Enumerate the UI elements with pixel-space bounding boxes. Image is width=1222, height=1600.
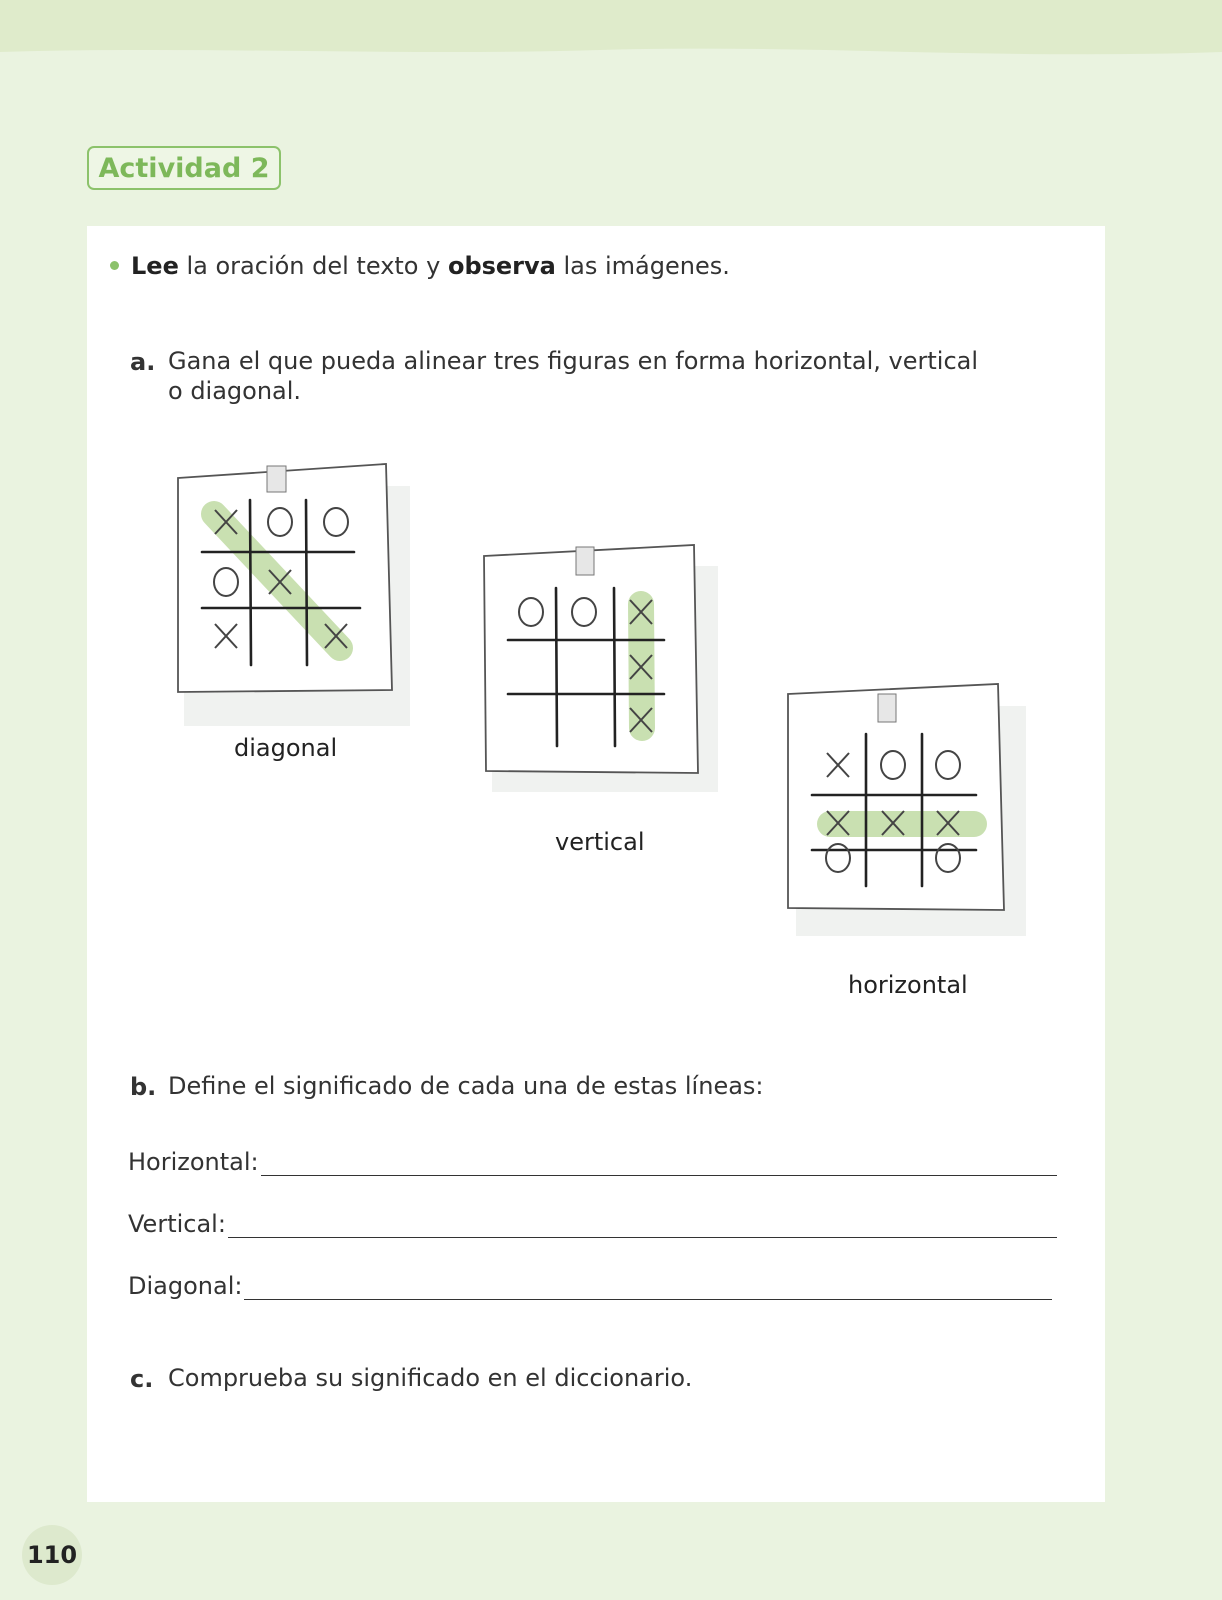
bullet-icon bbox=[110, 261, 119, 270]
page-number: 110 bbox=[22, 1525, 82, 1585]
item-a-text bbox=[168, 346, 978, 406]
instruction-verb-observe: observa bbox=[447, 252, 556, 280]
definition-vertical-line[interactable] bbox=[228, 1215, 1057, 1238]
item-a-line-2: o diagonal. bbox=[168, 377, 302, 405]
caption-diagonal: diagonal bbox=[234, 734, 338, 762]
instruction bbox=[110, 252, 730, 280]
definition-horizontal-line[interactable] bbox=[261, 1153, 1057, 1176]
definition-horizontal-label: Horizontal: bbox=[128, 1148, 259, 1176]
item-c-letter: c. bbox=[130, 1365, 154, 1393]
instruction-verb-read: Lee bbox=[131, 252, 179, 280]
top-decorative-band bbox=[0, 0, 1222, 60]
board-horizontal bbox=[788, 684, 1026, 936]
item-b-text: Define el significado de cada una de estas líneas: bbox=[168, 1072, 764, 1100]
board-vertical bbox=[484, 545, 718, 792]
instruction-text-1: la oración del texto y bbox=[178, 252, 448, 280]
board-diagonal bbox=[178, 464, 410, 726]
definition-diagonal-label: Diagonal: bbox=[128, 1272, 243, 1300]
definition-diagonal-line[interactable] bbox=[244, 1277, 1052, 1300]
activity-label: Actividad 2 bbox=[87, 146, 281, 190]
definition-diagonal bbox=[128, 1272, 1052, 1300]
caption-horizontal: horizontal bbox=[848, 971, 968, 999]
caption-vertical: vertical bbox=[555, 828, 645, 856]
item-b-letter: b. bbox=[130, 1073, 157, 1101]
item-c-text: Comprueba su significado en el diccionario. bbox=[168, 1364, 693, 1392]
tic-tac-toe-illustrations bbox=[170, 460, 1050, 980]
instruction-text-2: las imágenes. bbox=[555, 252, 730, 280]
definition-vertical bbox=[128, 1210, 1057, 1238]
item-a-letter: a. bbox=[130, 348, 156, 376]
item-a-line-1: Gana el que pueda alinear tres figuras en forma horizontal, vertical bbox=[168, 347, 979, 375]
definition-horizontal bbox=[128, 1148, 1057, 1176]
definition-vertical-label: Vertical: bbox=[128, 1210, 226, 1238]
